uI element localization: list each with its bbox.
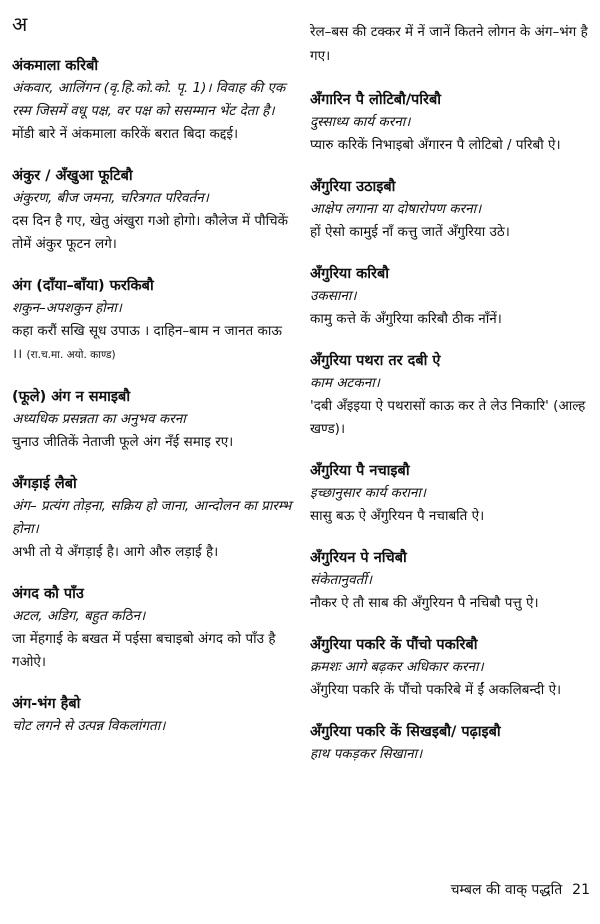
entry-headword: अंकुर / अँखुआ फूटिबौ xyxy=(12,168,133,184)
entry-headword: अंग-भंग हैबो xyxy=(12,696,81,712)
entry-meaning: हाथ पकड़कर सिखाना। xyxy=(310,746,423,762)
entry-meaning: इच्छानुसार कार्य कराना। xyxy=(310,485,426,501)
entry-headword: अँगारिन पै लोटिबौ/परिबौ xyxy=(310,92,441,108)
entry-headword: अँगुरिया उठाइबौ xyxy=(310,179,396,195)
entry xyxy=(12,166,296,256)
entry-headword: अँगुरिया पकरि कें पौंचो पकरिबौ xyxy=(310,637,478,653)
entry-example: नौकर ऐ तौ साब की अँगुरियन पै नचिबौ पत्तु ऐ। xyxy=(310,595,539,611)
entry-headword: अंकमाला करिबौ xyxy=(12,58,99,74)
entry-example: 'दबी अँइइया ऐ पथरासों काऊ कर ते लेउ निकारि' (आल्ह खण्ड)। xyxy=(310,398,586,437)
page-footer xyxy=(451,880,590,899)
entry xyxy=(12,474,296,564)
entry-headword: अंग (दाँया–बाँया) फरकिबौ xyxy=(12,278,154,294)
entry-meaning: अध्यधिक प्रसन्नता का अनुभव करना xyxy=(12,411,186,427)
entry-example xyxy=(12,320,296,367)
entry xyxy=(310,351,592,441)
entry-headword: अंगद कौ पाँउ xyxy=(12,586,84,602)
page-number: 21 xyxy=(572,882,590,898)
entry-meaning: आक्षेप लगाना या दोषारोपण करना। xyxy=(310,201,482,217)
entry xyxy=(310,461,592,528)
entry-headword: अँगड़ाई लैबो xyxy=(12,476,77,492)
entry-headword: अँगुरिया पै नचाइबौ xyxy=(310,463,410,479)
entry-example: हों ऐसो कामुई नाँ कत्तु जातें अँगुरिया उठे। xyxy=(310,224,510,240)
entry-headword: अँगुरिया पकरि कें सिखइबौ/ पढ़ाइबौ xyxy=(310,724,501,740)
entry-example: अँगुरिया पकरि कें पौंचो पकरिबे में ईं अकलिबन्दी ऐ। xyxy=(310,682,562,698)
source-citation: (रा.च.मा. अयो. काण्ड) xyxy=(26,349,116,361)
entry-meaning: काम अटकना। xyxy=(310,375,380,391)
entry xyxy=(12,387,296,454)
entry-example: चुनाउ जीतिकें नेताजी फूले अंग नँई समाइ रए। xyxy=(12,434,234,450)
continued-example: रेल–बस की टक्कर में नें जानें कितने लोगन के अंग–भंग है गए। xyxy=(310,24,588,64)
entry xyxy=(310,722,592,766)
entry-meaning: अटल, अडिग, बहुत कठिन। xyxy=(12,608,146,624)
entry-meaning: क्रमशः आगे बढ़कर अधिकार करना। xyxy=(310,659,484,675)
right-column xyxy=(310,20,592,786)
entry-meaning: उकसाना। xyxy=(310,288,357,304)
entry-meaning: संकेतानुवर्ती। xyxy=(310,572,372,588)
entry xyxy=(12,56,296,146)
entry-meaning: दुस्साध्य कार्य करना। xyxy=(310,114,411,130)
left-column xyxy=(12,14,296,758)
entry-headword: (फूले) अंग न समाइबौ xyxy=(12,389,131,405)
entry-example: सासु बऊ ऐ अँगुरियन पै नचाबति ऐ। xyxy=(310,508,485,524)
section-letter: अ xyxy=(12,12,28,36)
entry xyxy=(12,584,296,674)
example-text: कहा करौं सखि सूध उपाऊ । दाहिन–बाम न जानत काऊ ।। xyxy=(12,323,282,362)
book-title: चम्बल की वाक् पद्धति xyxy=(450,882,563,898)
entry-example: अभी तो ये अँगड़ाई है। आगे औरु लड़ाई है। xyxy=(12,544,219,560)
entry-example: जा मेंहगाई के बखत में पईसा बचाइबो अंगद को पाँउ है गओऐ। xyxy=(12,631,276,670)
entry-example: प्यारु करिकें निभाइबो अँगारन पै लोटिबो / परिबौ ऐ। xyxy=(310,137,561,153)
entry-headword: अँगुरियन पे नचिबौ xyxy=(310,550,407,566)
entry xyxy=(310,264,592,331)
entry-meaning: चोट लगने से उत्पन्न विकलांगता। xyxy=(12,718,166,734)
entry xyxy=(310,548,592,615)
entry-meaning: अंकुरण, बीज जमना, चरित्रगत परिवर्तन। xyxy=(12,190,209,206)
entry-example: मोंडी बारे नें अंकमाला करिकें बरात बिदा कद्दई। xyxy=(12,126,239,142)
entry xyxy=(310,90,592,157)
entry-example: कामु कत्ते कें अँगुरिया करिबौ ठीक नाँनें। xyxy=(310,311,502,327)
entry-example: दस दिन है गए, खेतु अंखुरा गओ होगो। कौलेज में पौचिकें तोमें अंकुर फूटन लगे। xyxy=(12,213,289,252)
entry xyxy=(12,694,296,738)
entry xyxy=(12,276,296,367)
entry-meaning: अंकवार, आलिंगन (वृ.हि.को.को. पृ. 1)। विवाह की एक रस्म जिसमें वधू पक्ष, वर पक्ष को ससम्मान भेंट देता है। xyxy=(12,80,286,119)
entry-headword: अँगुरिया करिबौ xyxy=(310,266,389,282)
entry-meaning: शकुन–अपशकुन होना। xyxy=(12,300,122,316)
entry-headword: अँगुरिया पथरा तर दबी ऐ xyxy=(310,353,441,369)
entry-meaning: अंग– प्रत्यंग तोड़ना, सक्रिय हो जाना, आन्दोलन का प्रारम्भ होना। xyxy=(12,498,292,537)
entry xyxy=(310,177,592,244)
entry xyxy=(310,635,592,702)
